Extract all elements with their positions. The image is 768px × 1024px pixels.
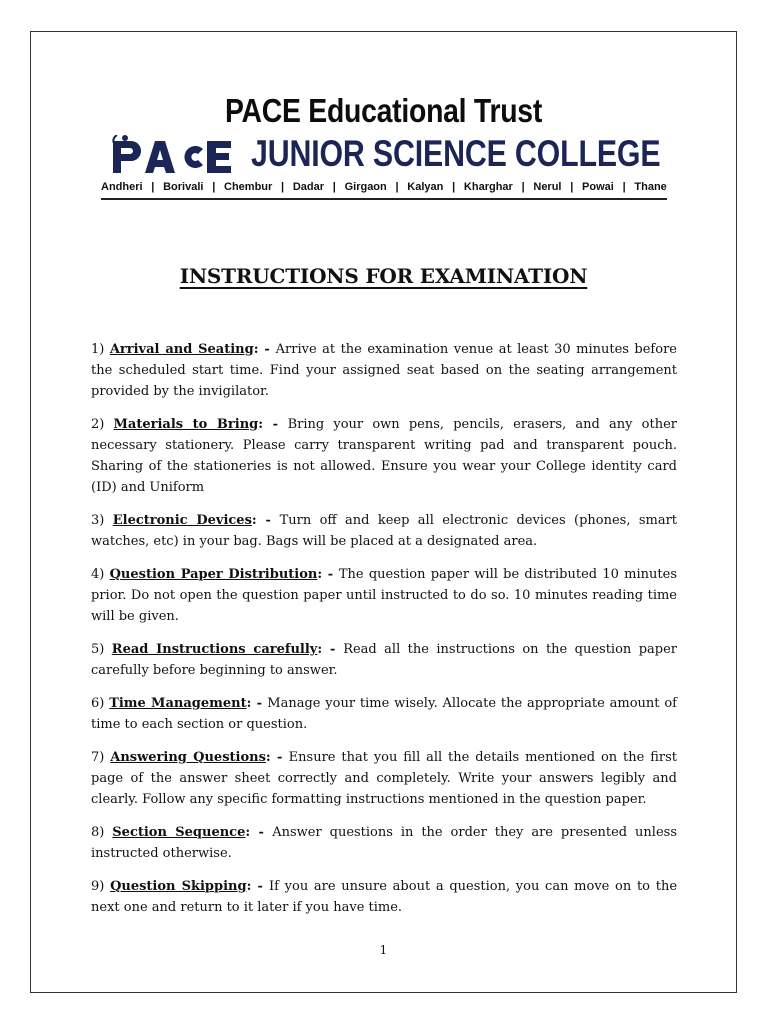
item-separator: : - — [317, 567, 339, 582]
instruction-item — [91, 693, 677, 735]
college-name: JUNIOR SCIENCE COLLEGE — [251, 133, 661, 174]
instruction-item — [91, 639, 677, 681]
instruction-item — [91, 510, 677, 552]
college-row — [111, 133, 659, 177]
item-heading: Materials to Bring — [113, 417, 259, 432]
document-page — [30, 31, 737, 993]
item-heading: Question Paper Distribution — [109, 567, 318, 582]
item-heading: Question Skipping — [110, 879, 247, 894]
branch-name: Andheri — [101, 181, 143, 193]
item-heading: Electronic Devices — [112, 513, 252, 528]
item-text: Manage your time wisely. Allocate the appropriate amount of time to each section or question. — [91, 696, 677, 732]
instruction-item — [91, 747, 677, 810]
branch-name: Girgaon — [344, 181, 387, 193]
branch-name: Thane — [634, 181, 667, 193]
branch-separator: | — [521, 181, 525, 193]
item-text: The question paper will be distributed 10 minutes prior. Do not open the question paper until instructed to do so. 10 minutes reading time will be given. — [91, 567, 677, 624]
item-number: 2) — [91, 417, 114, 432]
instruction-item — [91, 564, 677, 627]
trust-name: PACE Educational Trust — [224, 92, 543, 129]
branch-separator: | — [452, 181, 456, 193]
item-number: 8) — [91, 825, 113, 840]
pace-logo — [111, 135, 241, 175]
item-heading: Section Sequence — [112, 825, 246, 840]
item-number: 5) — [91, 642, 112, 657]
item-separator: : - — [253, 342, 276, 357]
item-separator: : - — [265, 750, 289, 765]
branch-name: Borivali — [163, 181, 204, 193]
branch-separator: | — [332, 181, 336, 193]
item-text: Turn off and keep all electronic devices (phones, smart watches, etc) in your bag. Bags will be placed at a designated area. — [91, 513, 678, 549]
branch-separator: | — [281, 181, 285, 193]
item-separator: : - — [245, 825, 273, 840]
item-text: Read all the instructions on the question paper carefully before beginning to answer. — [91, 642, 678, 678]
instruction-item — [91, 822, 677, 864]
item-text: Arrive at the examination venue at least 30 minutes before the scheduled start time. Find your assigned seat based on the seating arrangement provided by the invigilator. — [91, 342, 677, 399]
item-number: 4) — [91, 567, 110, 582]
branch-name: Chembur — [224, 181, 273, 193]
item-number: 3) — [91, 513, 113, 528]
item-number: 7) — [91, 750, 111, 765]
branch-separator: | — [570, 181, 574, 193]
instruction-item — [91, 414, 677, 498]
item-separator: : - — [258, 417, 288, 432]
item-separator: : - — [251, 513, 280, 528]
instruction-item — [91, 339, 677, 402]
item-separator: : - — [246, 696, 268, 711]
branch-name: Powai — [582, 181, 614, 193]
page-title: INSTRUCTIONS FOR EXAMINATION — [179, 264, 588, 288]
branch-separator: | — [151, 181, 155, 193]
item-heading: Read Instructions carefully — [111, 642, 318, 657]
item-separator: : - — [246, 879, 269, 894]
item-heading: Arrival and Seating — [109, 342, 254, 357]
page-number: 1 — [379, 943, 388, 957]
item-text: Ensure that you fill all the details mentioned on the first page of the answer sheet correctly and completely. Write your answers legibly and clearly. Follow any specific formatting instructions mentioned in the question paper. — [91, 750, 677, 807]
item-text: If you are unsure about a question, you can move on to the next one and return to it later if you have time. — [91, 879, 678, 915]
branch-separator: | — [622, 181, 626, 193]
branch-list — [101, 178, 667, 200]
item-heading: Answering Questions — [110, 750, 266, 765]
item-text: Answer questions in the order they are presented unless instructed otherwise. — [91, 825, 677, 861]
instruction-item — [91, 876, 677, 918]
instruction-list — [91, 339, 677, 930]
branch-separator: | — [212, 181, 216, 193]
branch-name: Dadar — [292, 181, 325, 193]
item-number: 9) — [91, 879, 111, 894]
item-text: Bring your own pens, pencils, erasers, and any other necessary stationery. Please carry transparent writing pad and transparent pouch. Sharing of the stationeries is not allowed. Ensure you wear your College identity card (ID) and Uniform — [91, 417, 677, 495]
item-separator: : - — [317, 642, 344, 657]
branch-name: Kalyan — [407, 181, 444, 193]
item-number: 6) — [91, 696, 110, 711]
item-heading: Time Management — [109, 696, 247, 711]
branch-name: Kharghar — [463, 181, 513, 193]
branch-name: Nerul — [533, 181, 562, 193]
item-number: 1) — [91, 342, 110, 357]
branch-separator: | — [395, 181, 399, 193]
